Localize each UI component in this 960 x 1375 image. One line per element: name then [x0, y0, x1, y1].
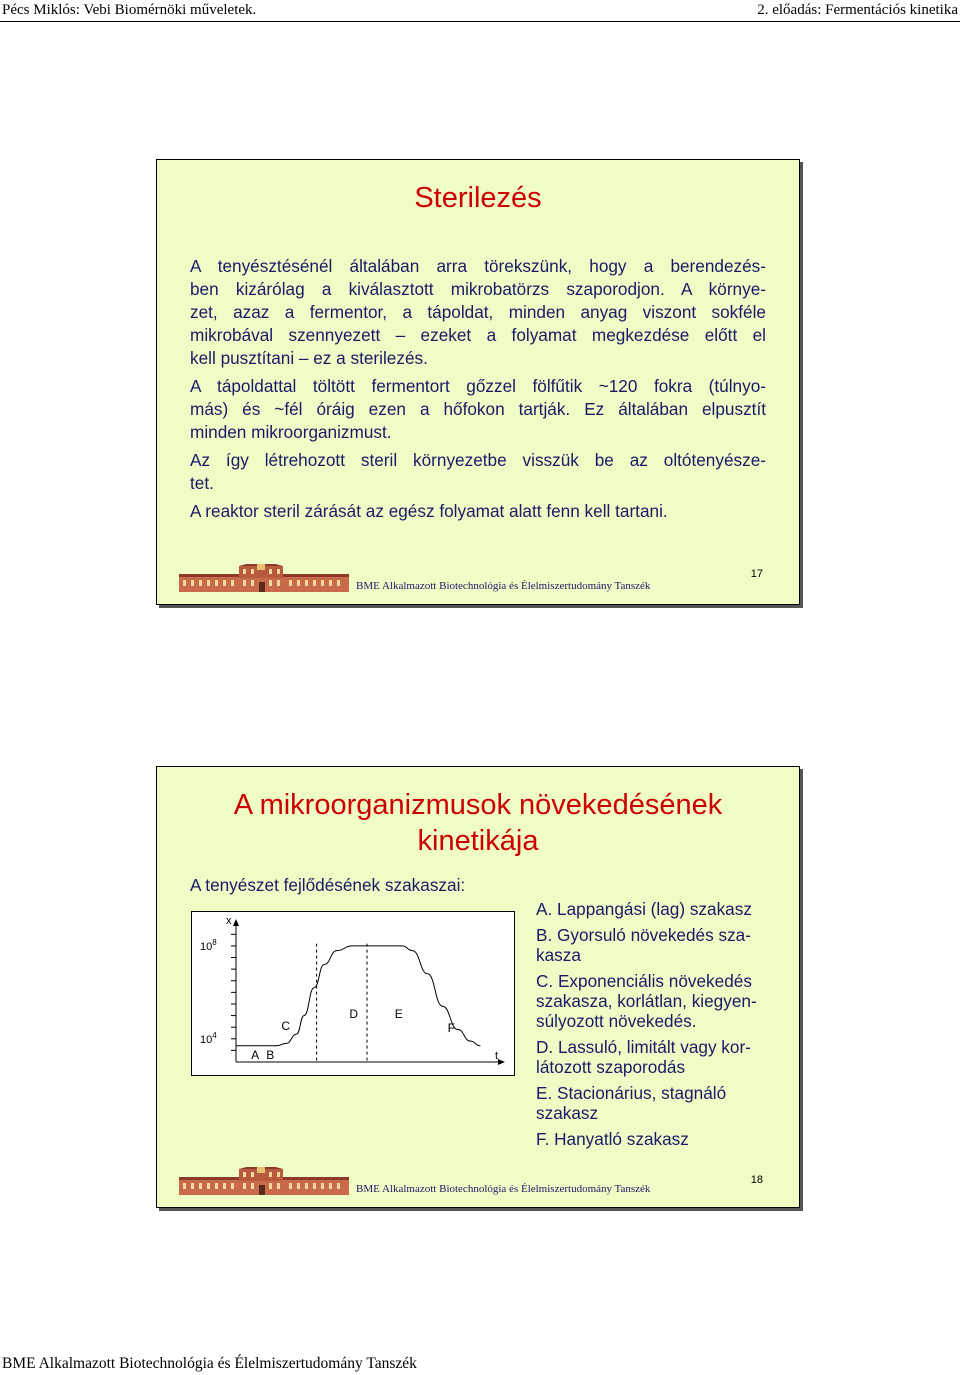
slide-footer — [179, 1163, 779, 1203]
y-axis-arrow — [233, 919, 239, 926]
slide-number: 18 — [750, 1174, 763, 1186]
text-line: tet. — [190, 473, 214, 493]
slide-title — [157, 787, 799, 859]
y-tick-label: $10^4$ — [200, 1030, 217, 1046]
page-header — [0, 0, 960, 22]
phase-item-e — [536, 1083, 792, 1123]
phase-text: C. Exponenciális növekedés — [536, 971, 752, 991]
phase-text: D. Lassuló, limitált vagy kor- — [536, 1037, 751, 1057]
text-line: minden mikroorganizmust. — [190, 422, 392, 442]
page-footer: BME Alkalmazott Biotechnológia és Élelmiszertudomány Tanszék — [2, 1355, 417, 1372]
phase-text: szakasz — [536, 1103, 599, 1123]
x-axis-label: t — [495, 1050, 499, 1062]
header-left: Pécs Miklós: Vebi Biomérnöki műveletek. — [2, 2, 257, 18]
footer-text: BME Alkalmazott Biotechnológia és Élelmiszertudomány Tanszék — [356, 580, 651, 592]
phase-text: F. Hanyatló szakasz — [536, 1129, 689, 1149]
y-tick-label: $10^8$ — [200, 937, 217, 953]
phase-list — [536, 899, 792, 1155]
y-tick-labels — [200, 938, 217, 1046]
phase-text: E. Stacionárius, stagnáló — [536, 1083, 727, 1103]
text-line: más) és ~fél óráig ezen a hőfokon tartják. Ez általában elpusztít — [190, 399, 766, 419]
paragraph-4 — [190, 500, 766, 523]
phase-text: B. Gyorsuló növekedés sza- — [536, 925, 751, 945]
phase-label-a: A — [251, 1048, 260, 1062]
footer-text: BME Alkalmazott Biotechnológia és Élelmiszertudomány Tanszék — [356, 1183, 651, 1195]
text-line: A reaktor steril zárását az egész folyamat alatt fenn kell tartani. — [190, 501, 668, 521]
phase-label-b: B — [266, 1048, 275, 1062]
phase-boundaries — [317, 944, 367, 1062]
phase-label-e: E — [394, 1007, 403, 1021]
slide-title-line-1: A mikroorganizmusok növekedésének — [233, 789, 723, 821]
y-axis-label: x — [226, 915, 232, 927]
phase-text: kasza — [536, 945, 581, 965]
growth-curve-svg — [192, 912, 514, 1075]
slide-number: 17 — [750, 568, 763, 580]
phase-label-d: D — [349, 1007, 359, 1021]
slide-growth-kinetics — [156, 766, 800, 1208]
paragraph-3 — [190, 449, 766, 495]
slide-footer — [179, 560, 779, 600]
header-rule — [0, 21, 960, 22]
growth-curve-line — [236, 946, 480, 1046]
phase-text: súlyozott növekedés. — [536, 1011, 697, 1031]
paragraph-1 — [190, 255, 766, 370]
phase-item-c — [536, 971, 792, 1031]
x-axis-arrow — [498, 1059, 505, 1065]
building-logo-icon — [179, 1167, 349, 1197]
slide-body — [190, 255, 766, 523]
text-line: mikrobával szennyezett – ezeket a folyamat megkezdése előtt el — [190, 325, 766, 345]
phase-item-a — [536, 899, 792, 919]
header-right: 2. előadás: Fermentációs kinetika — [757, 2, 958, 18]
slide-title-line-2: kinetikája — [417, 825, 539, 857]
text-line: Az így létrehozott steril környezetbe visszük be az oltótenyésze- — [190, 450, 766, 470]
phase-labels — [251, 1007, 455, 1062]
phase-text: A. Lappangási (lag) szakasz — [536, 899, 752, 919]
slide-sterilization — [156, 159, 800, 605]
text-line: ben kizárólag a kiválasztott mikrobatörzs szaporodjon. A környe- — [190, 279, 766, 299]
phase-item-b — [536, 925, 792, 965]
phase-item-d — [536, 1037, 792, 1077]
phase-label-f: F — [447, 1021, 456, 1035]
text-line: kell pusztítani – ez a sterilezés. — [190, 348, 428, 368]
text-line: zet, azaz a fermentor, a tápoldat, minden anyag viszont sokféle — [190, 302, 766, 322]
slide-title: Sterilezés — [414, 182, 542, 214]
phase-item-f — [536, 1129, 792, 1149]
y-minor-ticks — [231, 934, 236, 1050]
building-logo-icon — [179, 564, 349, 594]
phase-text: látozott szaporodás — [536, 1057, 686, 1077]
phase-text: szakasza, korlátlan, kiegyen- — [536, 991, 757, 1011]
text-line: A tápoldattal töltött fermentort gőzzel fölfűtik ~120 fokra (túlnyo- — [190, 376, 766, 396]
text-line: A tenyésztésénél általában arra törekszünk, hogy a berendezés- — [190, 256, 766, 276]
phase-label-c: C — [281, 1019, 291, 1033]
growth-curve-chart — [191, 911, 515, 1076]
sub-heading: A tenyészet fejlődésének szakaszai: — [190, 875, 466, 895]
paragraph-2 — [190, 375, 766, 444]
